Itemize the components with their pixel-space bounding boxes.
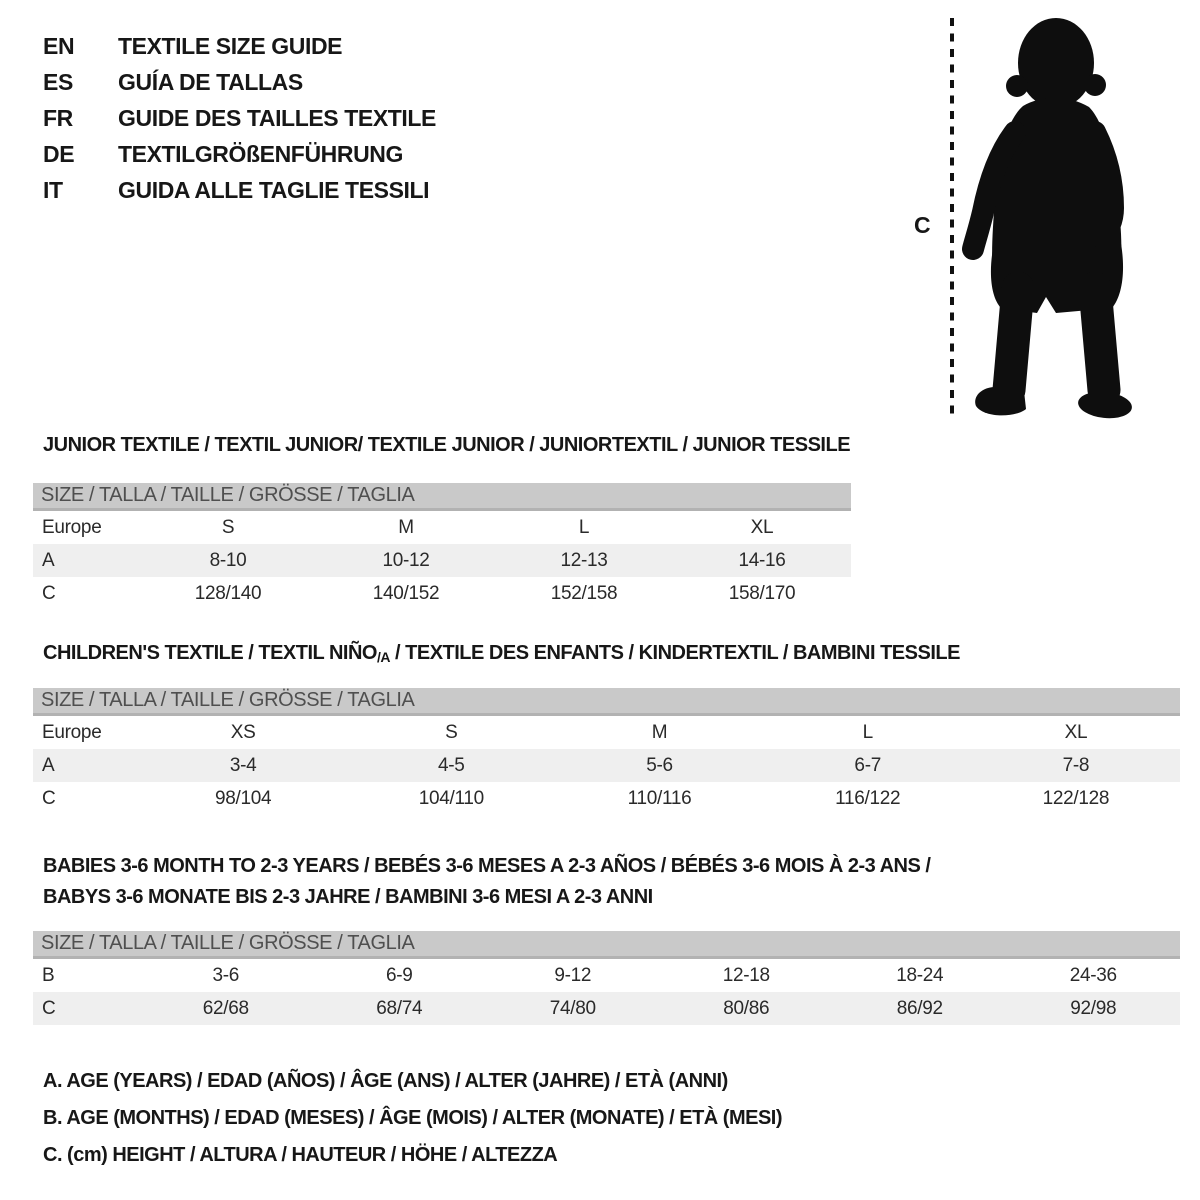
- lang-label: GUIDA ALLE TAGLIE TESSILI: [118, 176, 430, 203]
- row-label: Europe: [42, 516, 102, 538]
- cell: 8-10: [209, 549, 247, 571]
- babies-size-table: [33, 931, 1180, 1025]
- lang-row-en: [43, 28, 436, 64]
- lang-code: EN: [43, 32, 75, 59]
- table-row: [33, 544, 851, 577]
- cell: 12-13: [560, 549, 608, 571]
- children-size-table: [33, 688, 1180, 815]
- height-measure-label: C: [914, 212, 931, 238]
- table-row: [33, 992, 1180, 1025]
- cell: L: [862, 721, 873, 743]
- cell: 122/128: [1042, 787, 1110, 809]
- junior-table-size-header: [33, 483, 851, 511]
- row-label: C: [42, 582, 56, 604]
- cell: S: [221, 516, 235, 538]
- cell: 5-6: [646, 754, 673, 776]
- cell: 3-6: [212, 964, 240, 986]
- junior-section-title: JUNIOR TEXTILE / TEXTIL JUNIOR/ TEXTILE JUNIOR / JUNIORTEXTIL / JUNIOR TESSILE: [43, 434, 851, 456]
- cell: XL: [750, 516, 774, 538]
- cell: L: [578, 516, 590, 538]
- lang-label: TEXTILE SIZE GUIDE: [118, 32, 343, 59]
- children-section-title: [43, 642, 960, 665]
- cell: 24-36: [1069, 964, 1117, 986]
- toddler-silhouette-icon: [945, 10, 1145, 422]
- children-table-size-header: [33, 688, 1180, 716]
- cell: 128/140: [194, 582, 262, 604]
- lang-code: DE: [43, 140, 75, 167]
- children-title-prefix: CHILDREN'S TEXTILE / TEXTIL NIÑO: [43, 642, 377, 664]
- cell: 9-12: [554, 964, 592, 986]
- cell: 152/158: [550, 582, 618, 604]
- row-label: B: [42, 964, 55, 986]
- cell: 12-18: [722, 964, 770, 986]
- cell: S: [445, 721, 458, 743]
- babies-title-line1: BABIES 3-6 MONTH TO 2-3 YEARS / BEBÉS 3-6 MESES A 2-3 AÑOS / BÉBÉS 3-6 MOIS À 2-3 ANS /: [43, 855, 931, 877]
- junior-size-table: [33, 483, 851, 610]
- size-header-label: SIZE / TALLA / TAILLE / GRÖSSE / TAGLIA: [41, 689, 415, 711]
- table-row: [33, 749, 1180, 782]
- legend-line-c: C. (cm) HEIGHT / ALTURA / HAUTEUR / HÖHE / ALTEZZA: [43, 1144, 558, 1166]
- row-label: C: [42, 787, 56, 809]
- lang-label: GUIDE DES TAILLES TEXTILE: [118, 104, 436, 131]
- cell: 14-16: [738, 549, 786, 571]
- babies-title-line2: BABYS 3-6 MONATE BIS 2-3 JAHRE / BAMBINI 3-6 MESI A 2-3 ANNI: [43, 886, 653, 908]
- cell: XL: [1064, 721, 1088, 743]
- cell: 18-24: [896, 964, 944, 986]
- lang-row-es: [43, 64, 436, 100]
- lang-code: IT: [43, 176, 63, 203]
- cell: 104/110: [418, 787, 484, 809]
- row-label: A: [42, 549, 55, 571]
- cell: 158/170: [728, 582, 796, 604]
- cell: 92/98: [1070, 997, 1117, 1019]
- children-title-subscript: /A: [376, 649, 390, 665]
- size-header-label: SIZE / TALLA / TAILLE / GRÖSSE / TAGLIA: [41, 484, 415, 506]
- lang-code: FR: [43, 104, 73, 131]
- babies-section-title: [43, 851, 930, 913]
- cell: 68/74: [376, 997, 423, 1019]
- cell: 86/92: [896, 997, 943, 1019]
- table-row: [33, 959, 1180, 992]
- cell: M: [651, 721, 668, 743]
- cell: 4-5: [438, 754, 465, 776]
- table-row: [33, 577, 851, 610]
- legend-line-b: B. AGE (MONTHS) / EDAD (MESES) / ÂGE (MOIS) / ALTER (MONATE) / ETÀ (MESI): [43, 1107, 783, 1129]
- size-header-label: SIZE / TALLA / TAILLE / GRÖSSE / TAGLIA: [41, 932, 415, 954]
- cell: 7-8: [1062, 754, 1090, 776]
- cell: 80/86: [723, 997, 770, 1019]
- cell: 110/116: [627, 787, 692, 809]
- lang-row-de: [43, 136, 436, 172]
- cell: M: [398, 516, 414, 538]
- row-label: A: [42, 754, 55, 776]
- cell: 10-12: [382, 549, 430, 571]
- cell: 62/68: [202, 997, 249, 1019]
- lang-label: GUÍA DE TALLAS: [118, 68, 303, 95]
- cell: XS: [230, 721, 256, 743]
- cell: 74/80: [549, 997, 596, 1019]
- lang-code: ES: [43, 68, 73, 95]
- row-label: C: [42, 997, 56, 1019]
- cell: 116/122: [835, 787, 901, 809]
- cell: 6-9: [385, 964, 413, 986]
- lang-row-it: [43, 172, 436, 208]
- lang-label: TEXTILGRÖßENFÜHRUNG: [118, 140, 403, 167]
- language-header-block: [43, 28, 436, 208]
- toddler-body: [973, 18, 1133, 421]
- cell: 6-7: [854, 754, 881, 776]
- legend-block: [43, 1063, 782, 1174]
- lang-row-fr: [43, 100, 436, 136]
- table-row: [33, 716, 1180, 749]
- children-title-suffix: / TEXTILE DES ENFANTS / KINDERTEXTIL / BAMBINI TESSILE: [389, 642, 960, 664]
- cell: 140/152: [372, 582, 440, 604]
- row-label: Europe: [42, 721, 102, 743]
- cell: 98/104: [214, 787, 272, 809]
- cell: 3-4: [229, 754, 257, 776]
- table-row: [33, 782, 1180, 815]
- table-row: [33, 511, 851, 544]
- babies-table-size-header: [33, 931, 1180, 959]
- legend-line-a: A. AGE (YEARS) / EDAD (AÑOS) / ÂGE (ANS) / ALTER (JAHRE) / ETÀ (ANNI): [43, 1070, 728, 1092]
